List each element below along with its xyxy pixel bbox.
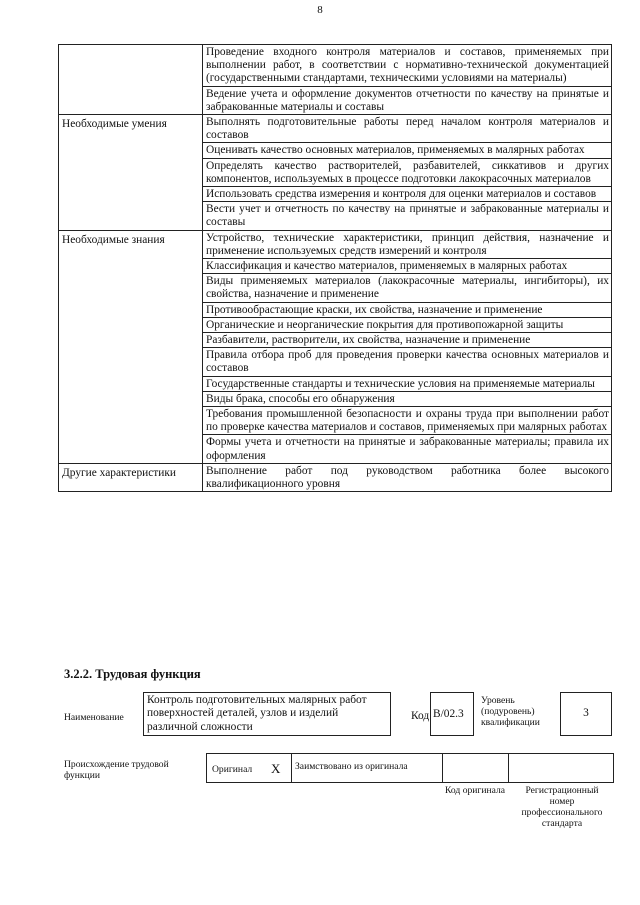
row-cell: Использовать средства измерения и контроля для оценки материалов и составов [203,187,612,202]
level-label: Уровень (подуровень) квалификации [481,695,540,728]
borrowed-label: Заимствовано из оригинала [295,761,408,772]
row-cell: Выполнять подготовительные работы перед началом контроля материалов и составов [203,115,612,143]
row-cell: Разбавители, растворители, их свойства, назначение и применение [203,333,612,348]
row-cell: Органические и неорганические покрытия для противопожарной защиты [203,317,612,332]
section-title: 3.2.2. Трудовая функция [64,667,201,681]
row-cell: Выполнение работ под руководством работника более высокого квалификационного уровня [203,463,612,491]
level-value: 3 [560,692,612,736]
reg-caption: Регистрационный номер профессионального стандарта [521,785,603,829]
table-row [59,115,612,143]
origin-row [206,753,614,783]
row-cell: Ведение учета и оформление документов отчетности по качеству на принятые и забракованные материалы и составы [203,86,612,114]
function-name-value: Контроль подготовительных малярных работ поверхностей деталей, узлов и изделий различной сложности [143,692,391,736]
row-cell: Определять качество растворителей, разбавителей, сиккативов и других компонентов, используемых в процессе подготовки лакокрасочных материалов [203,158,612,186]
function-code-value: B/02.3 [430,692,474,736]
row-cell: Устройство, технические характеристики, принцип действия, назначение и применение используемых средств измерений и контроля [203,230,612,258]
code-caption: Код оригинала [444,785,506,796]
skills-table [58,44,612,492]
row-cell: Противообрастающие краски, их свойства, назначение и применение [203,302,612,317]
row-label: Другие характеристики [59,463,203,491]
row-label: Необходимые умения [59,115,203,231]
row-cell: Государственные стандарты и технические условия на применяемые материалы [203,376,612,391]
original-label: Оригинал [212,764,253,775]
row-cell: Виды применяемых материалов (лакокрасочные материалы, ингибиторы), их свойства, назначение и применение [203,274,612,302]
table-row [59,45,612,87]
table-row [59,230,612,258]
row-cell: Проведение входного контроля материалов и составов, применяемых при выполнении работ, в соответствии с нормативно-технической документацией (государственными стандартами, техническими условиями на материалы) [203,45,612,87]
row-cell: Формы учета и отчетности на принятые и забракованные материалы; правила их оформления [203,435,612,463]
code-label: Код [411,710,430,722]
row-cell: Правила отбора проб для проведения проверки качества основных материалов и составов [203,348,612,376]
row-cell: Вести учет и отчетность по качеству на принятые и забракованные материалы и составы [203,202,612,230]
row-cell: Оценивать качество основных материалов, применяемых в малярных работах [203,143,612,158]
row-label [59,45,203,115]
row-cell: Виды брака, способы его обнаружения [203,391,612,406]
row-cell: Классификация и качество материалов, применяемых в малярных работах [203,259,612,274]
original-mark: X [271,761,281,776]
origin-label: Происхождение трудовой функции [64,759,169,781]
name-label: Наименование [64,712,124,723]
table-row [59,463,612,491]
row-cell: Требования промышленной безопасности и охраны труда при выполнении работ по проверке качества материалов и составов, применяемых при малярных работах [203,407,612,435]
page-number: 8 [317,4,323,16]
row-label: Необходимые знания [59,230,203,463]
